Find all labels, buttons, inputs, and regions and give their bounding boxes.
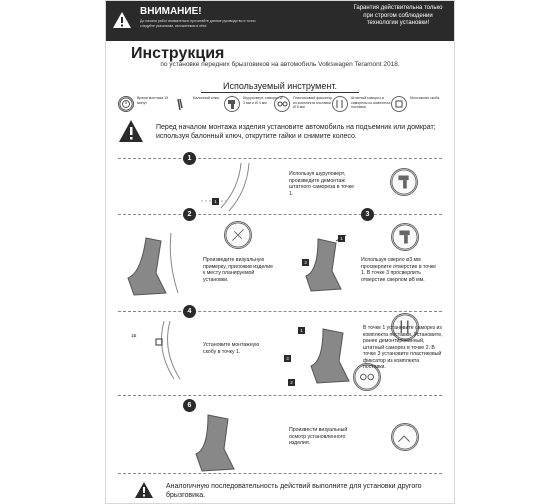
page-title: Инструкция	[131, 45, 225, 62]
tool-label: Балонный ключ	[193, 96, 220, 100]
warning-icon	[134, 481, 154, 499]
tool-label: Пластиковый фиксатор из комплекта поставки Ø 8 мм	[293, 96, 333, 109]
step-number-6: 6	[183, 399, 196, 412]
marker-2: 2	[288, 379, 295, 386]
step-number-1: 1	[183, 152, 196, 165]
tool-label: Штатный саморез и саморезы из комплекта поставки	[351, 96, 391, 109]
drill-icon	[224, 96, 240, 112]
step-3-text: Используя сверло ø3 мм просверлите отверстие в точке 1. В точке 3 просверлить отверстие сверлом ø8 мм.	[361, 257, 437, 283]
clock-icon	[118, 96, 134, 112]
drill-icon	[391, 223, 419, 251]
step-number-4: 4	[183, 305, 196, 318]
tool-label: Время монтажа 15 минут	[137, 96, 169, 105]
step-6-text: Произвести визуальный осмотр установленного изделия.	[289, 427, 348, 446]
tool-label: Монтажная скоба	[410, 96, 440, 100]
step-number-2: 2	[183, 208, 196, 221]
tools-heading: Используемый инструмент.	[223, 81, 337, 91]
warning-icon	[112, 11, 132, 29]
divider	[118, 473, 442, 474]
marker-3: 3	[302, 259, 309, 266]
mudflap-illustration	[116, 233, 186, 303]
divider	[118, 214, 442, 215]
step-number-3: 3	[361, 208, 374, 221]
guarantee-note: Гарантия действительна только при строгом соблюдении технологии установки!	[353, 5, 443, 26]
mudflap-installed-illustration	[301, 321, 361, 391]
clip-icon	[274, 96, 290, 112]
warning-icon	[118, 119, 144, 143]
screws-icon	[332, 96, 348, 112]
mudflap-final-illustration	[186, 409, 246, 479]
wrench-icon	[174, 96, 190, 112]
bracket-icon	[391, 96, 407, 112]
divider	[118, 158, 442, 159]
instruction-sheet	[105, 0, 455, 504]
marker-3: 3	[284, 355, 291, 362]
divider	[118, 395, 442, 396]
fitting-icon	[224, 221, 252, 249]
page-subtitle: по установке передних брызговиков на автомобиль Volkswagen Teramont 2018.	[160, 61, 400, 68]
final-note: Аналогичную последовательность действий выполните для установки другого брызговика.	[166, 483, 422, 499]
mudflap-drill-illustration	[296, 231, 356, 301]
marker-1: 1	[212, 198, 219, 205]
tools-divider	[201, 92, 359, 93]
car-fender-illustration	[201, 163, 281, 213]
warning-subtitle: До начала работ внимательно прочитайте данное руководство и точно следуйте указаниям, изложенным в нём!	[140, 19, 256, 28]
marker-1: 1	[338, 235, 345, 242]
bracket-install-illustration	[126, 321, 186, 381]
divider	[118, 311, 442, 312]
intro-warning-text: Перед началом монтажа изделия установите автомобиль на подъемник или домкрат; используя балонный ключ, открутите гайки и снимите колесо.	[156, 124, 436, 140]
marker-1: 1	[298, 327, 305, 334]
warning-title: ВНИМАНИЕ!	[140, 6, 202, 17]
step-4-text: Установите монтажную скобу в точку 1.	[203, 342, 260, 355]
bracket-label: 1Б	[131, 333, 137, 338]
inspection-icon	[391, 423, 419, 451]
drill-icon	[390, 168, 418, 196]
header-bar	[106, 1, 454, 41]
step-5-text: В точке 1 установите саморез из комплекта поставки. Установите, ранее демонтированный, штатный саморез в точке 2. В точке 3 установите пластиковый фиксатор из комплекта поставки.	[363, 325, 443, 370]
step-1-text: Используя шуруповерт, произведите демонтаж штатного самореза в точке 1.	[289, 171, 354, 197]
tool-label: Шуруповерт, саморез Ø 3 мм и Ø 4 мм	[243, 96, 283, 105]
step-2-text: Произведите визуальную примерку, приложив изделие к месту планируемой установки.	[203, 257, 273, 283]
